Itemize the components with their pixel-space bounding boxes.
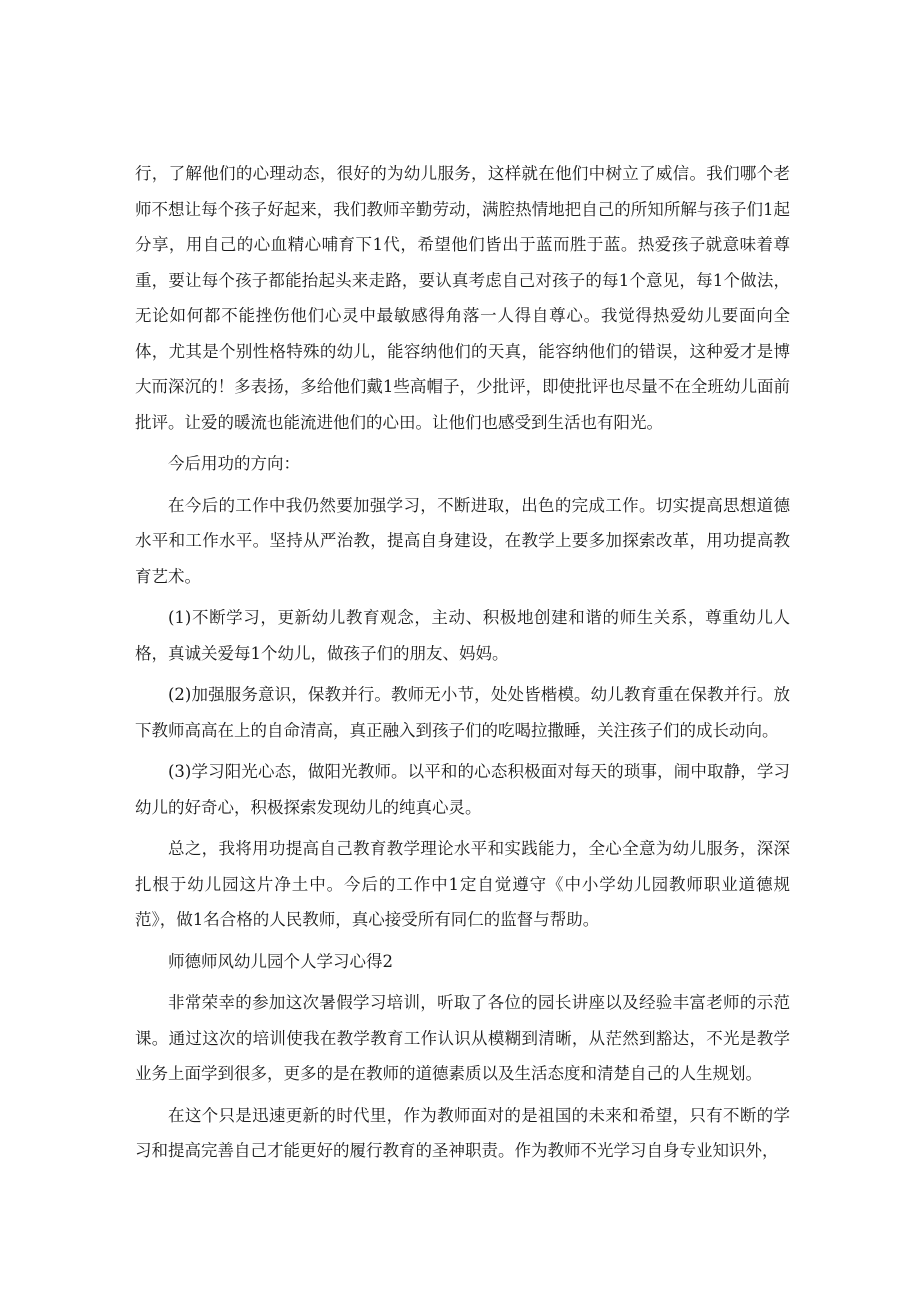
section-heading-future-direction: 今后用功的方向： [168,454,300,473]
paragraph: 在这个只是迅速更新的时代里，作为教师面对的是祖国的未来和希望，只有不断的学习和提高完善自己才能更好的履行教育的圣神职责。作为教师不光学习自身专业知识外， [135,1105,790,1160]
article-title-2: 师德师风幼儿园个人学习心得2 [168,951,393,971]
list-item-3: (3)学习阳光心态，做阳光教师。以平和的心态积极面对每天的琐事，闹中取静，学习幼儿的好奇心，积极探索发现幼儿的纯真心灵。 [135,762,790,817]
list-item-2: (2)加强服务意识，保教并行。教师无小节，处处皆楷模。幼儿教育重在保教并行。放下教师高高在上的自命清高，真正融入到孩子们的吃喝拉撒睡，关注孩子们的成长动向。 [135,685,790,740]
list-item-1: (1)不断学习，更新幼儿教育观念，主动、积极地创建和谐的师生关系，尊重幼儿人格，真诚关爱每1个幼儿，做孩子们的朋友、妈妈。 [135,608,790,663]
paragraph: 在今后的工作中我仍然要加强学习，不断进取，出色的完成工作。切实提高思想道德水平和工作水平。坚持从严治教，提高自身建设，在教学上要多加探索改革，用功提高教育艺术。 [135,495,790,586]
paragraph-conclusion: 总之，我将用功提高自己教育教学理论水平和实践能力，全心全意为幼儿服务，深深扎根于幼儿园这片净土中。今后的工作中1定自觉遵守《中小学幼儿园教师职业道德规范》，做1名合格的人民教师，真心接受所有同仁的监督与帮助。 [135,839,790,929]
paragraph: 非常荣幸的参加这次暑假学习培训，听取了各位的园长讲座以及经验丰富老师的示范课。通过这次的培训使我在教学教育工作认识从模糊到清晰，从茫然到豁达，不光是教学业务上面学到很多，更多的是在教师的道德素质以及生活态度和清楚自己的人生规划。 [135,993,790,1083]
document-body [135,156,790,1169]
paragraph-continuation: 行，了解他们的心理动态，很好的为幼儿服务，这样就在他们中树立了威信。我们哪个老师不想让每个孩子好起来，我们教师辛勤劳动，满腔热情地把自己的所知所解与孩子们1起分享，用自己的心血精心哺育下1代，希望他们皆出于蓝而胜于蓝。热爱孩子就意味着尊重，要让每个孩子都能抬起头来走路，要认真考虑自己对孩子的每1个意见，每1个做法，无论如何都不能挫伤他们心灵中最敏感得角落一人得自尊心。我觉得热爱幼儿要面向全体，尤其是个别性格特殊的幼儿，能容纳他们的天真，能容纳他们的错误，这种爱才是博大而深沉的！多表扬，多给他们戴1些高帽子，少批评，即使批评也尽量不在全班幼儿面前批评。让爱的暖流也能流进他们的心田。让他们也感受到生活也有阳光。 [135,164,790,432]
